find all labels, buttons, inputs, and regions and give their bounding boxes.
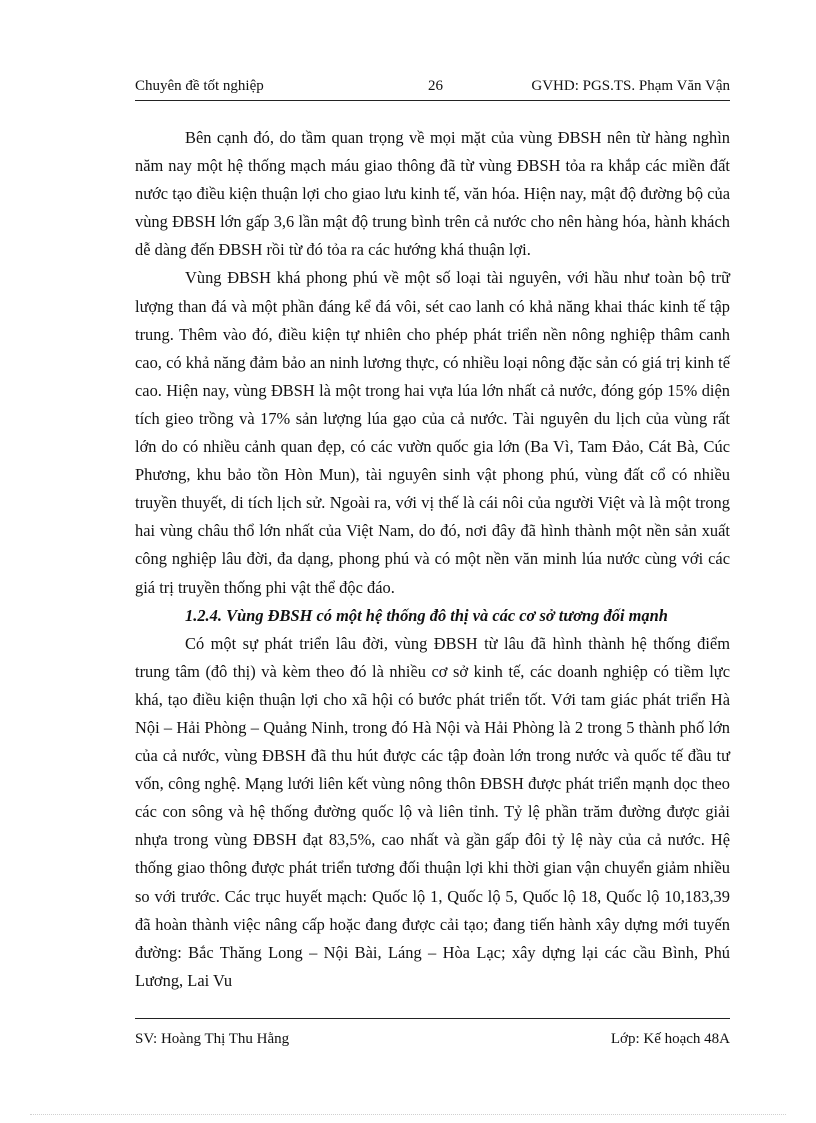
footer-class: Lớp: Kế hoạch 48A bbox=[610, 1031, 730, 1047]
page-footer bbox=[135, 1029, 730, 1049]
paragraph-resources: Vùng ĐBSH khá phong phú về một số loại tài nguyên, với hầu như toàn bộ trữ lượng than đá và một phần đáng kể đá vôi, sét cao lanh có khả năng khai thác kinh tế tập trung. Thêm vào đó, điều kiện tự nhiên cho phép phát triển nền nông nghiệp thâm canh cao, có khả năng đảm bảo an ninh lương thực, có nhiều loại nông đặc sản có giá trị kinh tế cao. Hiện nay, vùng ĐBSH là một trong hai vựa lúa lớn nhất cả nước, đóng góp 15% diện tích gieo trồng và 17% sản lượng lúa gạo của cả nước. Tài nguyên du lịch của vùng rất lớn do có nhiều cảnh quan đẹp, có các vườn quốc gia lớn (Ba Vì, Tam Đảo, Cát Bà, Cúc Phương, khu bảo tồn Hòn Mun), tài nguyên sinh vật phong phú, vùng đất cổ có nhiều truyền thuyết, di tích lịch sử. Ngoài ra, với vị thế là cái nôi của người Việt và là một trong hai vùng châu thổ lớn nhất của Việt Nam, do đó, nơi đây đã hình thành một nền sản xuất công nghiệp lâu đời, đa dạng, phong phú và có một nền văn minh lúa nước cùng với các giá trị truyền thống phi vật thể độc đáo. bbox=[135, 268, 730, 597]
page-header bbox=[135, 76, 730, 96]
page-number: 26 bbox=[428, 78, 443, 94]
header-document-type: Chuyên đề tốt nghiệp bbox=[135, 78, 264, 94]
paragraph-transport: Bên cạnh đó, do tầm quan trọng về mọi mặt của vùng ĐBSH nên từ hàng nghìn năm nay một hệ thống mạch máu giao thông đã từ vùng ĐBSH tỏa ra khắp các miền đất nước tạo điều kiện thuận lợi cho giao lưu kinh tế, văn hóa. Hiện nay, mật độ đường bộ của vùng ĐBSH lớn gấp 3,6 lần mật độ trung bình trên cả nước cho nên hàng hóa, hành khách dễ dàng đến ĐBSH rồi từ đó tỏa ra các hướng khá thuận lợi. bbox=[135, 128, 730, 260]
paragraph-urban-system: Có một sự phát triển lâu đời, vùng ĐBSH từ lâu đã hình thành hệ thống điểm trung tâm (đô thị) và kèm theo đó là nhiều cơ sở kinh tế, các doanh nghiệp có tiềm lực khá, tạo điều kiện thuận lợi cho xã hội có bước phát triển tốt. Với tam giác phát triển Hà Nội – Hải Phòng – Quảng Ninh, trong đó Hà Nội và Hải Phòng là 2 trong 5 thành phố lớn của cả nước, vùng ĐBSH đã thu hút được các tập đoàn lớn trong nước và quốc tế đầu tư vốn, công nghệ. Mạng lưới liên kết vùng nông thôn ĐBSH được phát triển mạnh dọc theo các con sông và hệ thống đường quốc lộ và liên tỉnh. Tỷ lệ phần trăm đường được giải nhựa trong vùng ĐBSH đạt 83,5%, cao nhất và gần gấp đôi tỷ lệ này của cả nước. Hệ thống giao thông được phát triển tương đối thuận lợi khi thời gian vận chuyển giảm nhiều so với trước. Các trục huyết mạch: Quốc lộ 1, Quốc lộ 5, Quốc lộ 18, Quốc lộ 10,183,39 đã hoàn thành việc nâng cấp hoặc đang được cải tạo; đang tiến hành xây dựng mới tuyến đường: Bắc Thăng Long – Nội Bài, Láng – Hòa Lạc; xây dựng lại các cầu Bình, Phú Lương, Lai Vu bbox=[135, 633, 730, 990]
header-supervisor: GVHD: PGS.TS. Phạm Văn Vận bbox=[531, 78, 730, 94]
footer-divider bbox=[135, 1018, 730, 1019]
footer-student: SV: Hoàng Thị Thu Hằng bbox=[135, 1031, 290, 1047]
section-heading: 1.2.4. Vùng ĐBSH có một hệ thống đô thị và các cơ sở tương đối mạnh bbox=[185, 605, 668, 625]
header-divider bbox=[135, 100, 730, 101]
document-body bbox=[135, 124, 730, 995]
page-edge-divider bbox=[30, 1114, 786, 1115]
